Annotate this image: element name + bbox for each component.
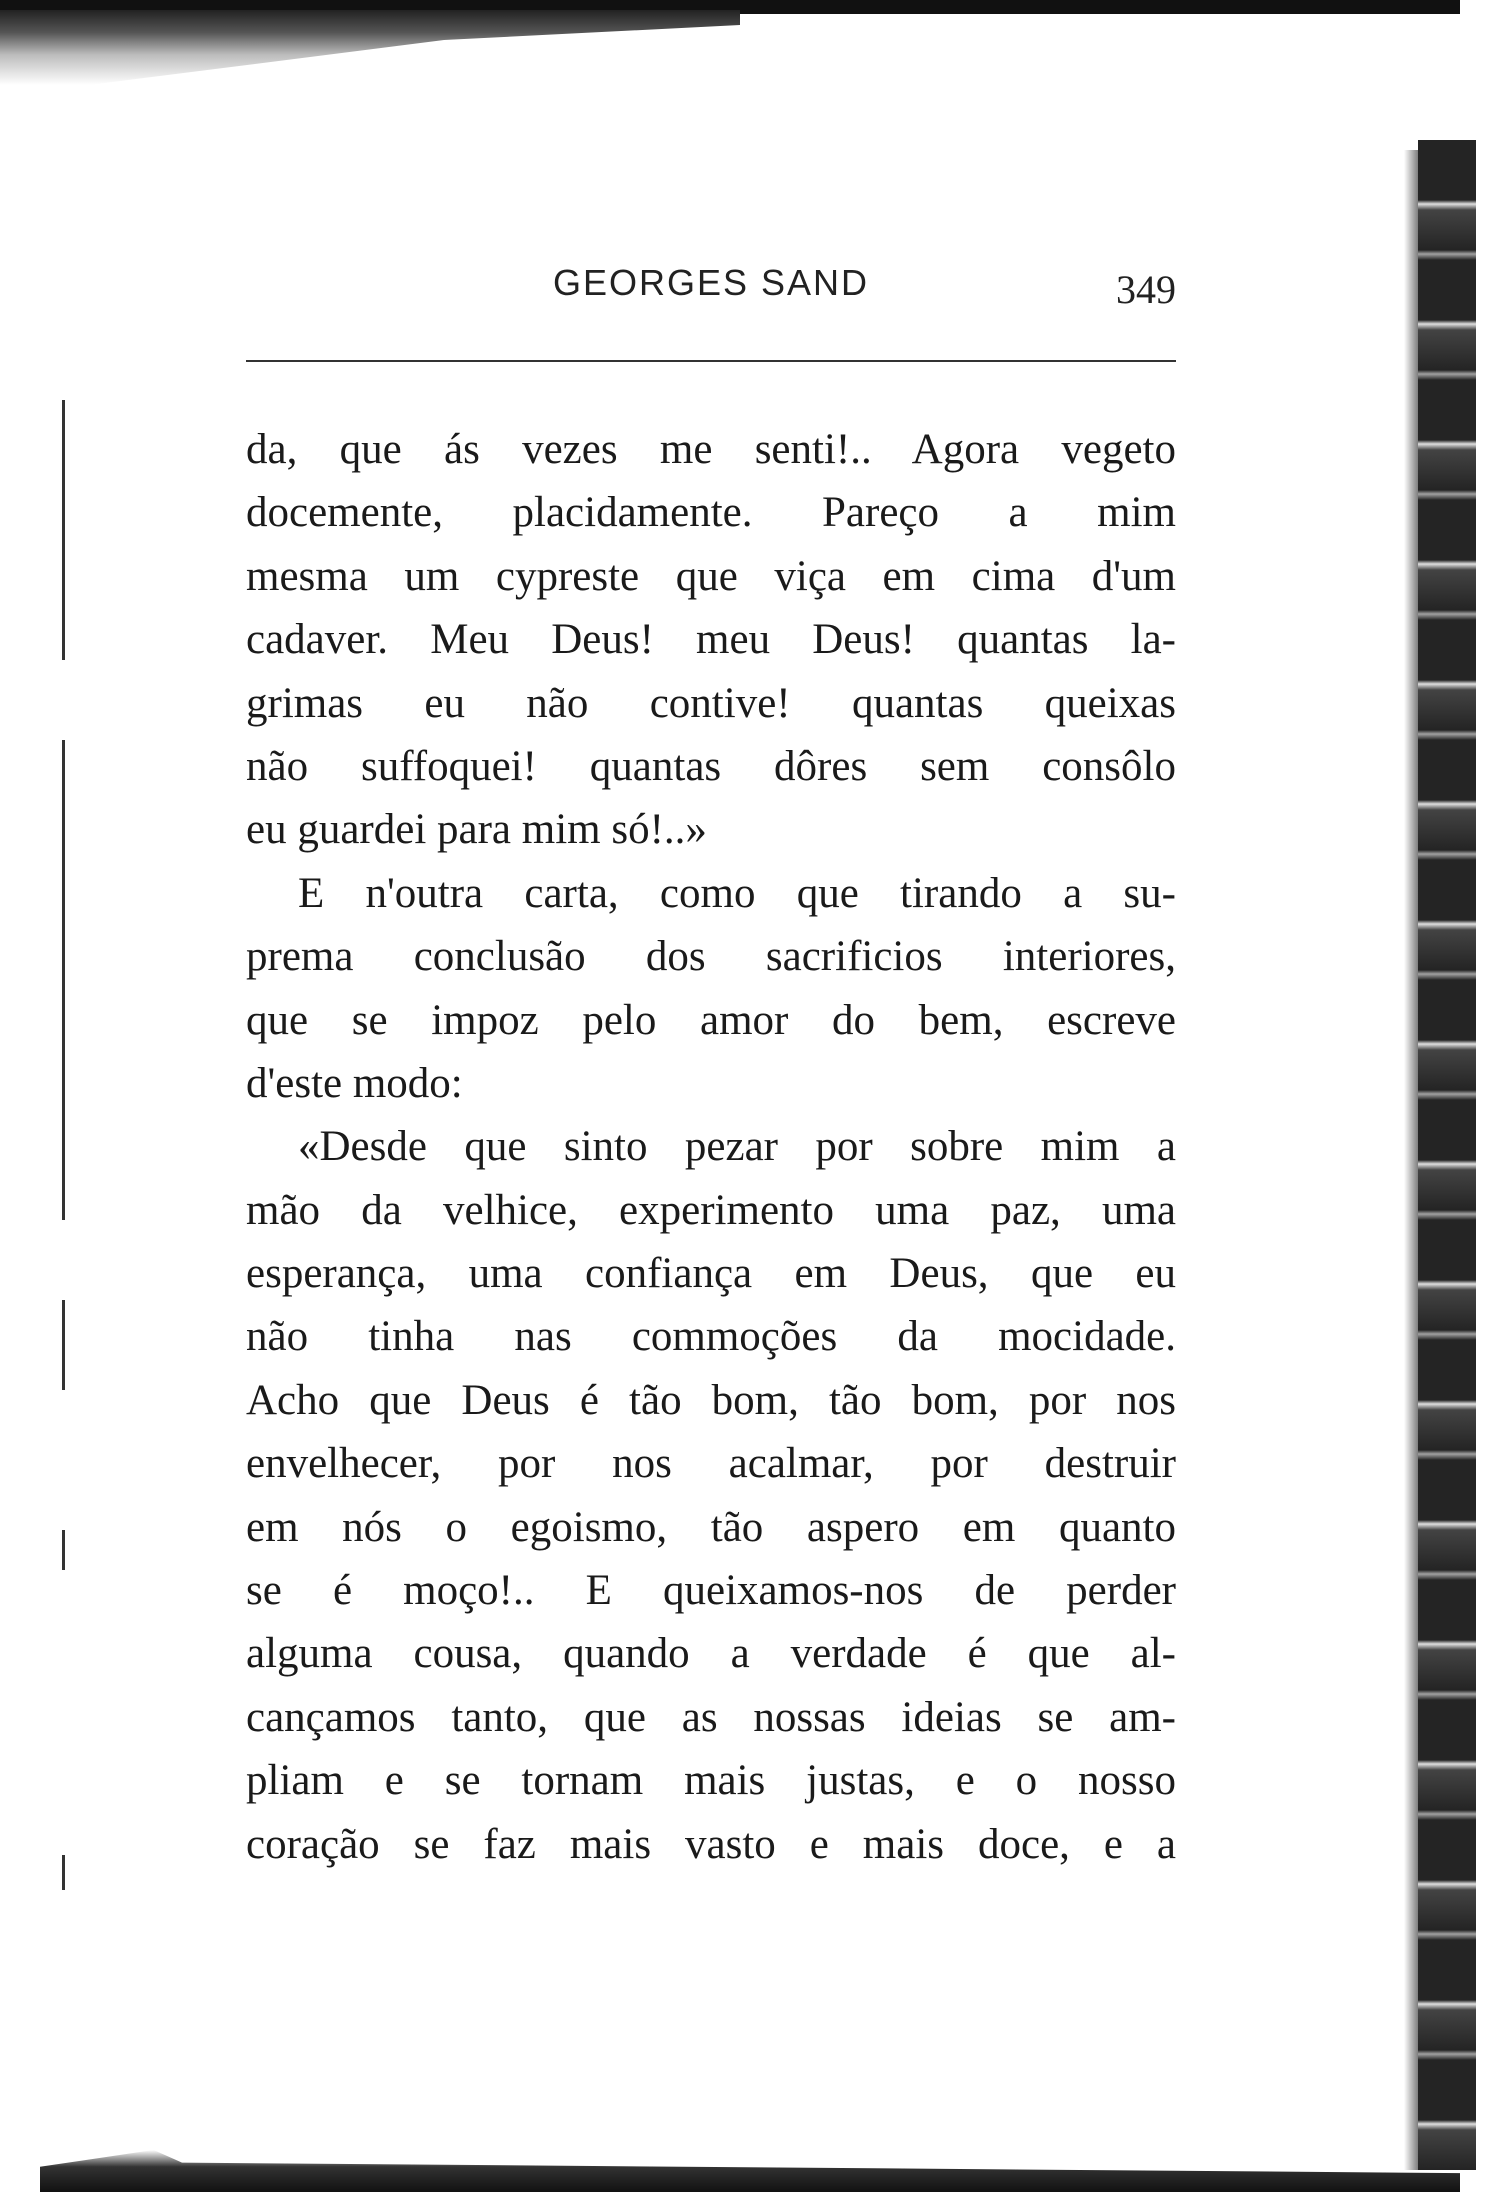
page-number: 349: [1116, 267, 1176, 312]
scan-mark-left: [62, 1300, 65, 1390]
body-text: [246, 418, 1176, 1876]
text-line: pliam e se tornam mais justas, e o nosso: [246, 1757, 1176, 1805]
scan-shadow-top: [0, 10, 740, 85]
running-head: [246, 262, 1176, 312]
text-line: d'este modo:: [246, 1059, 463, 1107]
text-line: cadaver. Meu Deus! meu Deus! quantas la-: [246, 616, 1176, 664]
scan-mark-left: [62, 740, 65, 1220]
text-line: coração se faz mais vasto e mais doce, e a: [246, 1820, 1176, 1868]
scan-shadow-right: [1404, 150, 1418, 2170]
text-line: se é moço!.. E queixamos-nos de perder: [246, 1567, 1176, 1615]
scan-mark-left: [62, 400, 65, 660]
running-title: GEORGES SAND: [552, 262, 870, 303]
scan-mark-left: [62, 1530, 65, 1570]
text-line: eu guardei para mim só!..»: [246, 806, 707, 854]
text-line: não tinha nas commoções da mocidade.: [246, 1313, 1176, 1361]
scan-mark-left: [62, 1855, 65, 1890]
text-line: mão da velhice, experimento uma paz, uma: [246, 1186, 1176, 1234]
text-line: não suffoquei! quantas dôres sem consôlo: [246, 742, 1176, 790]
text-line: docemente, placidamente. Pareço a mim: [246, 489, 1176, 537]
text-line: cançamos tanto, que as nossas ideias se am-: [246, 1693, 1176, 1741]
scan-edge-right: [1418, 140, 1476, 2170]
text-line: «Desde que sinto pezar por sobre mim a: [298, 1123, 1176, 1171]
header-rule: [246, 360, 1176, 362]
scan-edge-bottom: [40, 2150, 1460, 2192]
text-line: em nós o egoismo, tão aspero em quanto: [246, 1503, 1176, 1551]
text-line: mesma um cypreste que viça em cima d'um: [246, 552, 1176, 600]
text-line: da, que ás vezes me senti!.. Agora vegeto: [246, 426, 1176, 473]
text-line: prema conclusão dos sacrificios interiores,: [246, 933, 1176, 981]
text-line: envelhecer, por nos acalmar, por destruir: [246, 1440, 1176, 1488]
text-line: alguma cousa, quando a verdade é que al-: [246, 1630, 1176, 1678]
text-line: Acho que Deus é tão bom, tão bom, por nos: [246, 1376, 1176, 1424]
text-line: grimas eu não contive! quantas queixas: [246, 679, 1176, 727]
text-line: E n'outra carta, como que tirando a su-: [298, 869, 1176, 917]
text-line: que se impoz pelo amor do bem, escreve: [246, 996, 1176, 1044]
text-line: esperança, uma confiança em Deus, que eu: [246, 1250, 1176, 1298]
